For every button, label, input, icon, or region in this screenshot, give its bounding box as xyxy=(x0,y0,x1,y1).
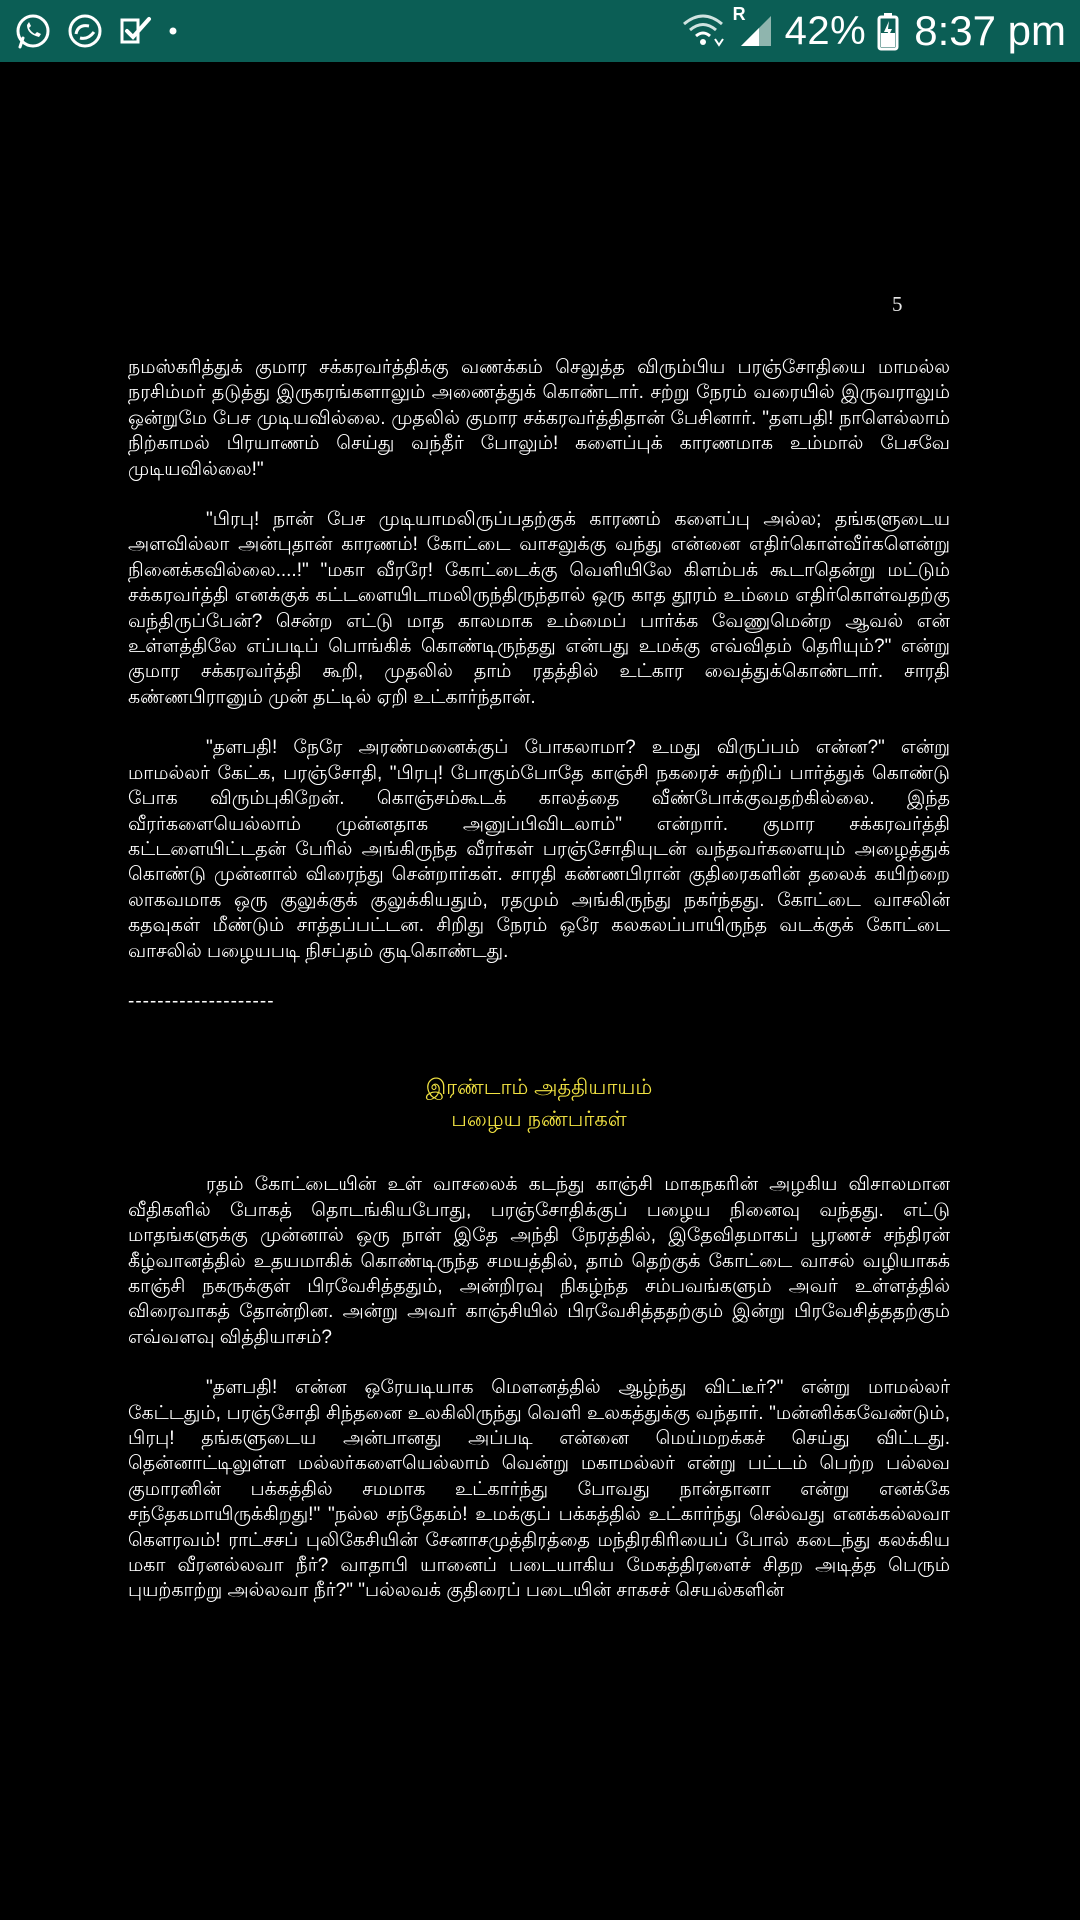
battery-icon xyxy=(876,11,900,51)
whatsapp-icon xyxy=(14,12,52,50)
task-check-icon xyxy=(118,14,152,48)
notification-dot-icon xyxy=(166,24,180,38)
paragraph: "தளபதி! நேரே அரண்மனைக்குப் போகலாமா? உமது விருப்பம் என்ன?" என்று மாமல்லர் கேட்க, பரஞ்சோதி, "பிரபு! போகும்போதே காஞ்சி நகரைச் சுற்றிப் பார்த்துக் கொண்டு போக விரும்புகிறேன். கொஞ்சம்கூடக் காலத்தை வீண்போக்குவதற்கில்லை. இந்த வீரர்களையெல்லாம் முன்னதாக அனுப்பிவிடலாம்" என்றார். குமார சக்கரவர்த்தி கட்டளையிட்டதன் பேரில் அங்கிருந்த வீரர்கள் பரஞ்சோதியுடன் வந்தவர்களையும் அழைத்துக் கொண்டு முன்னால் விரைந்து சென்றார்கள். சாரதி கண்ணபிரான் குதிரைகளின் தலைக் கயிற்றை லாகவமாக ஒரு குலுக்குக் குலுக்கியதும், ரதமும் அங்கிருந்து நகர்ந்தது. கோட்டை வாசலின் கதவுகள் மீண்டும் சாத்தப்பட்டன. சிறிது நேரம் ஒரே கலகலப்பாயிருந்த வடக்குக் கோட்டை வாசலில் பழையபடி நிசப்தம் குடிகொண்டது. xyxy=(128,737,950,962)
chapter-title: இரண்டாம் அத்தியாயம் xyxy=(425,1076,653,1100)
battery-percentage: 42% xyxy=(784,8,867,53)
status-bar-clock: 8:37 pm xyxy=(914,7,1066,54)
status-bar-right xyxy=(681,4,1066,55)
chapter-subtitle: பழைய நண்பர்கள் xyxy=(451,1108,627,1132)
page-content xyxy=(128,355,950,1629)
wifi-icon xyxy=(681,12,725,50)
status-bar-left xyxy=(14,12,180,50)
page-number: 5 xyxy=(892,292,903,316)
roaming-label: R xyxy=(732,4,746,24)
signal-roaming-icon xyxy=(732,4,775,50)
paragraph: ரதம் கோட்டையின் உள் வாசலைக் கடந்து காஞ்சி மாகநகரின் அழகிய விசாலமான வீதிகளில் போகத் தொடங்கியபோது, பரஞ்சோதிக்குப் பழைய நினைவு வந்தது. எட்டு மாதங்களுக்கு முன்னால் ஒரு நாள் இதே அந்தி நேரத்தில், இதேவிதமாகப் பூரணச் சந்திரன் கீழ்வானத்தில் உதயமாகிக் கொண்டிருந்த சமயத்தில், தாம் தெற்குக் கோட்டை வாசல் வழியாகக் காஞ்சி நகருக்குள் பிரவேசித்ததும், அன்றிரவு நிகழ்ந்த சம்பவங்களும் அவர் உள்ளத்தில் விரைவாகத் தோன்றின. அன்று அவர் காஞ்சியில் பிரவேசித்ததற்கும் இன்று பிரவேசித்ததற்கும் எவ்வளவு வித்தியாசம்? xyxy=(128,1174,950,1348)
reader-page[interactable] xyxy=(0,62,1080,1920)
paragraph: நமஸ்கரித்துக் குமார சக்கரவர்த்திக்கு வணக்கம் செலுத்த விரும்பிய பரஞ்சோதியை மாமல்ல நரசிம்மர் தடுத்து இருகரங்களாலும் அணைத்துக் கொண்டார். சற்று நேரம் வரையில் இருவராலும் ஒன்றுமே பேச முடியவில்லை. முதலில் குமார சக்கரவர்த்திதான் பேசினார். "தளபதி! நாளெல்லாம் நிற்காமல் பிரயாணம் செய்து வந்தீர் போலும்! களைப்புக் காரணமாக உம்மால் பேசவே முடியவில்லை!" xyxy=(128,357,950,480)
section-divider: -------------------- xyxy=(128,990,275,1012)
sync-icon xyxy=(66,12,104,50)
paragraph: "பிரபு! நான் பேச முடியாமலிருப்பதற்குக் காரணம் களைப்பு அல்ல; தங்களுடைய அளவில்லா அன்புதான் காரணம்! கோட்டை வாசலுக்கு வந்து என்னை எதிர்கொள்வீர்களென்று நினைக்கவில்லை....!" "மகா வீரரே! கோட்டைக்கு வெளியிலே கிளம்பக் கூடாதென்று மட்டும் சக்கரவர்த்தி எனக்குக் கட்டளையிடாமலிருந்திருந்தால் ஒரு காத தூரம் உம்மை எதிர்கொள்வதற்கு வந்திருப்பேன்? சென்ற எட்டு மாத காலமாக உம்மைப் பார்க்க வேணுமென்ற ஆவல் என் உள்ளத்திலே எப்படிப் பொங்கிக் கொண்டிருந்தது என்பது உமக்கு எவ்விதம் தெரியும்?" என்று குமார சக்கரவர்த்தி கூறி, முதலில் தாம் ரதத்தில் உட்கார வைத்துக்கொண்டார். சாரதி கண்ணபிரானும் முன் தட்டில் ஏறி உட்கார்ந்தான். xyxy=(128,509,950,708)
paragraph: "தளபதி! என்ன ஒரேயடியாக மௌனத்தில் ஆழ்ந்து விட்டீர்?" என்று மாமல்லர் கேட்டதும், பரஞ்சோதி சிந்தனை உலகிலிருந்து வெளி உலகத்துக்கு வந்தார். "மன்னிக்கவேண்டும், பிரபு! தங்களுடைய அன்பானது அப்படி என்னை மெய்மறக்கச் செய்து விட்டது. தென்னாட்டிலுள்ள மல்லர்களையெல்லாம் வென்று மகாமல்லர் என்று பட்டம் பெற்ற பல்லவ குமாரனின் பக்கத்தில் சமமாக உட்கார்ந்து போவது நான்தானா என்று எனக்கே சந்தேகமாயிருக்கிறது!" "நல்ல சந்தேகம்! உமக்குப் பக்கத்தில் உட்கார்ந்து செல்வது எனக்கல்லவா கௌரவம்! ராட்சசப் புலிகேசியின் சேனாசமுத்திரத்தை மந்திரகிரியைப் போல் கடைந்து கலக்கிய மகா வீரனல்லவா நீர்? வாதாபி யானைப் படையாகிய மேகத்திரளைச் சிதற அடித்த பெரும் புயற்காற்று அல்லவா நீர்?" "பல்லவக் குதிரைப் படையின் சாகசச் செயல்களின் xyxy=(128,1377,950,1602)
status-bar xyxy=(0,0,1080,62)
